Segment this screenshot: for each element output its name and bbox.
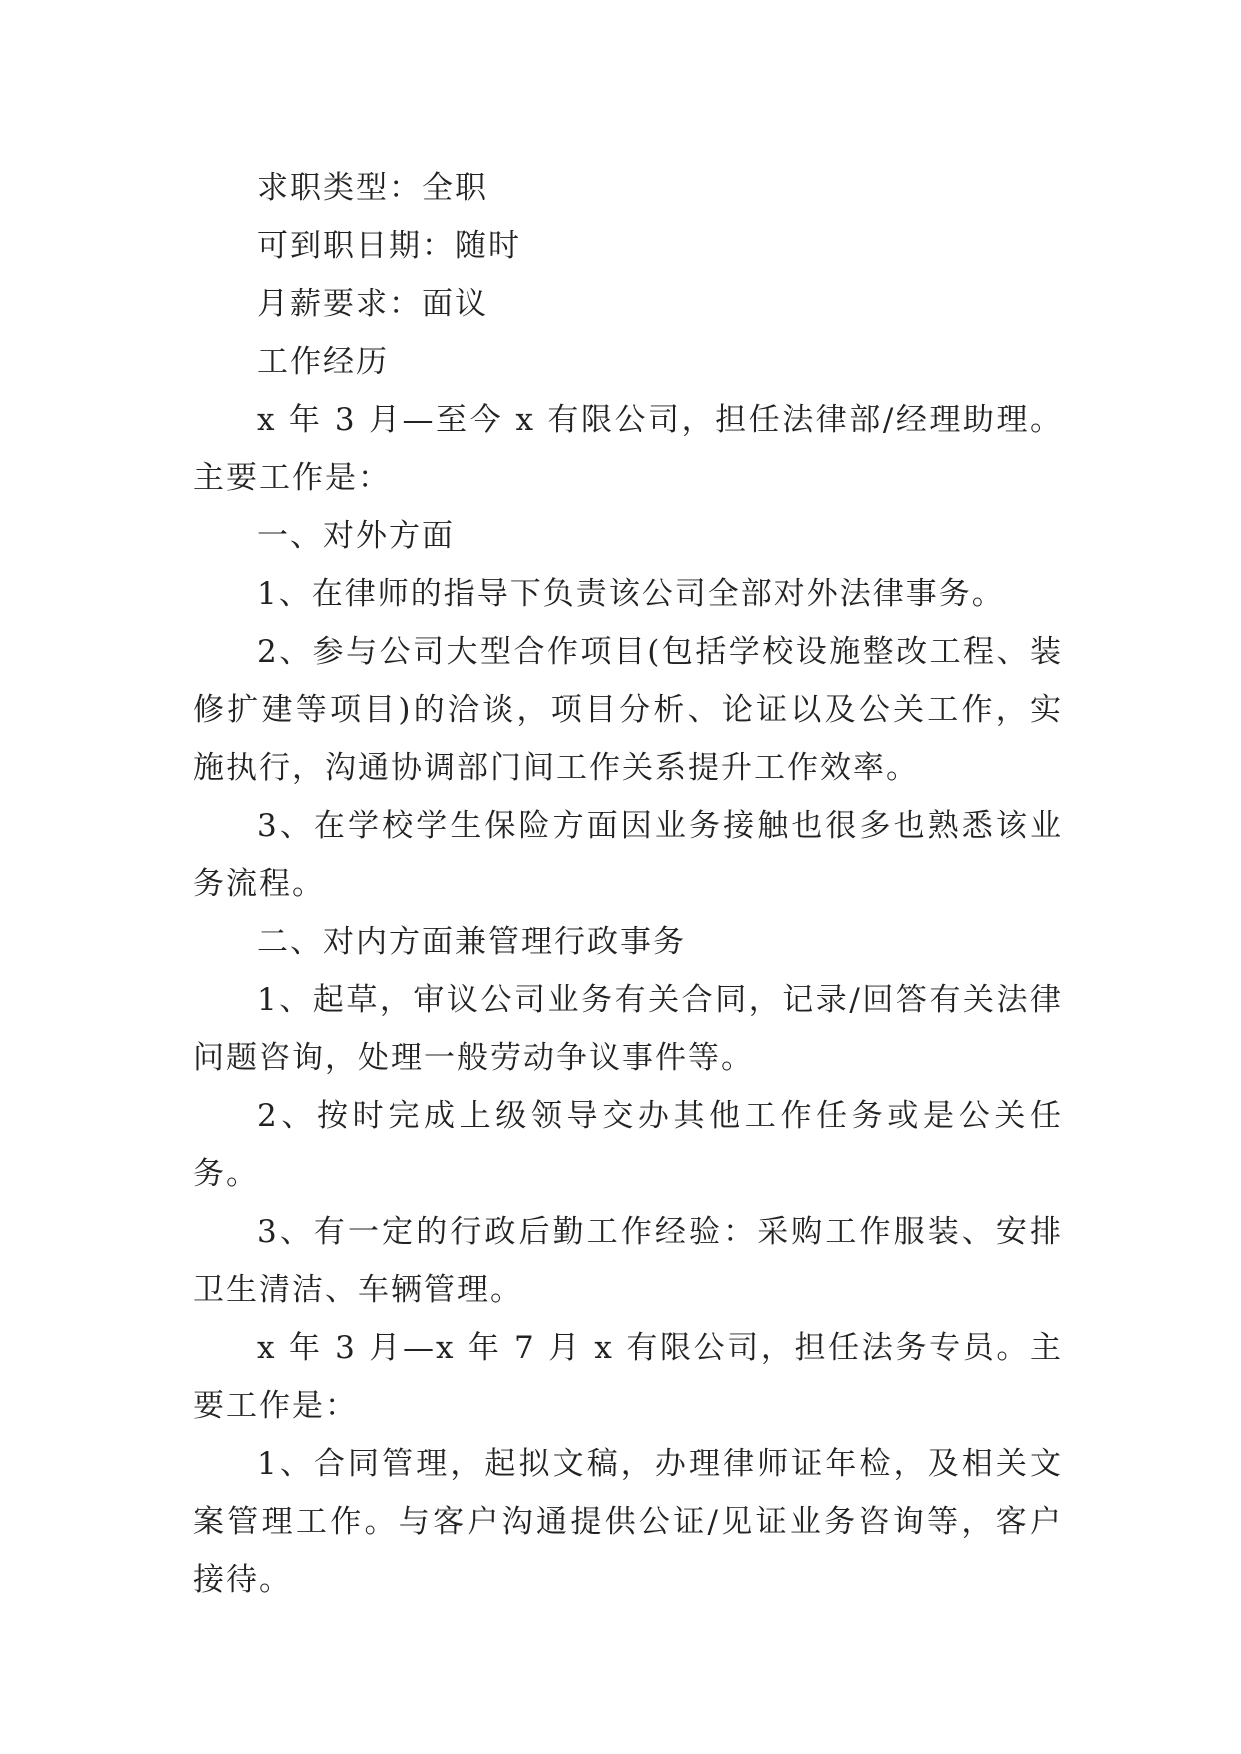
job2-item-1: 1、合同管理，起拟文稿，办理律师证年检，及相关文案管理工作。与客户沟通提供公证/见证业务咨询等，客户接待。 xyxy=(193,1446,1063,1598)
section-internal-heading: 二、对内方面兼管理行政事务 xyxy=(257,924,686,960)
external-item-2: 2、参与公司大型合作项目(包括学校设施整改工程、装修扩建等项目)的洽谈，项目分析、论证以及公关工作，实施执行，沟通协调部门间工作关系提升工作效率。 xyxy=(193,634,1063,786)
internal-item-2: 2、按时完成上级领导交办其他工作任务或是公关任务。 xyxy=(193,1098,1063,1192)
external-item-1: 1、在律师的指导下负责该公司全部对外法律事务。 xyxy=(257,576,1005,612)
job-entry-2: x 年 3 月—x 年 7 月 x 有限公司，担任法务专员。主要工作是： xyxy=(193,1330,1063,1424)
internal-item-1: 1、起草，审议公司业务有关合同，记录/回答有关法律问题咨询，处理一般劳动争议事件等。 xyxy=(193,982,1063,1076)
internal-item-3: 3、有一定的行政后勤工作经验：采购工作服装、安排卫生清洁、车辆管理。 xyxy=(193,1214,1063,1308)
salary-line: 月薪要求：面议 xyxy=(257,286,488,322)
work-experience-heading: 工作经历 xyxy=(257,344,389,380)
document-body xyxy=(193,159,1063,1609)
available-date-line: 可到职日期：随时 xyxy=(257,228,521,264)
external-item-3: 3、在学校学生保险方面因业务接触也很多也熟悉该业务流程。 xyxy=(193,808,1063,902)
job-type-line: 求职类型：全职 xyxy=(257,170,488,206)
section-external-heading: 一、对外方面 xyxy=(257,518,455,554)
job-entry-1: x 年 3 月—至今 x 有限公司，担任法律部/经理助理。主要工作是： xyxy=(193,402,1063,496)
